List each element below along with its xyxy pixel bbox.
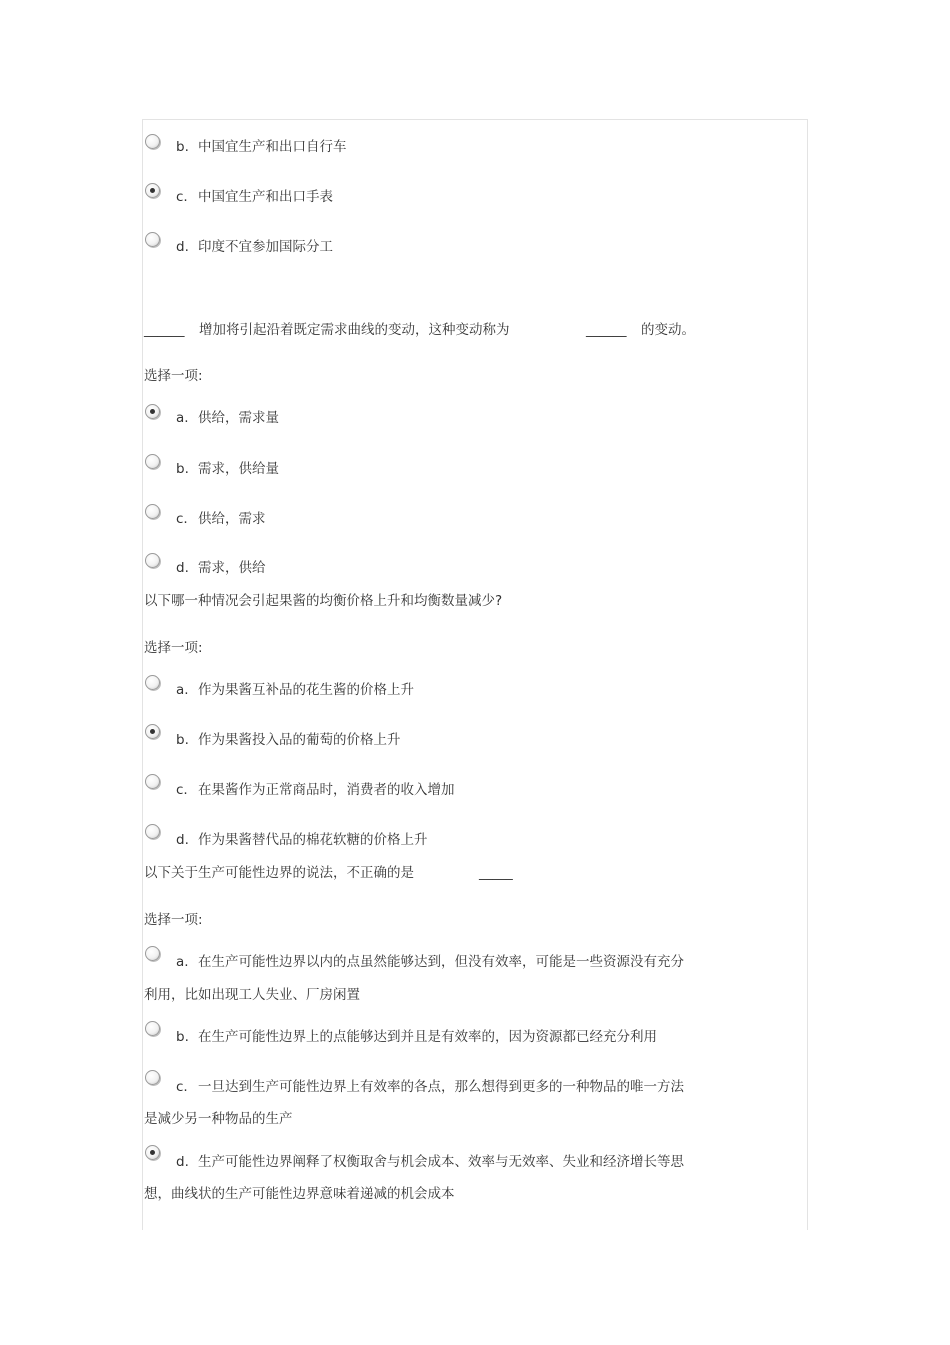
option-text: 作为果酱投入品的葡萄的价格上升 bbox=[198, 732, 401, 748]
option-letter: a. bbox=[176, 954, 189, 970]
option-letter: b. bbox=[176, 732, 189, 748]
option-letter: b. bbox=[176, 461, 189, 477]
question-stem: 增加将引起沿着既定需求曲线的变动，这种变动称为 bbox=[199, 322, 510, 338]
option-text-line2: 是减少另一种物品的生产 bbox=[144, 1111, 293, 1127]
option-letter: d. bbox=[176, 560, 189, 576]
option-text: 供给，需求量 bbox=[198, 410, 279, 426]
option-d-radio[interactable] bbox=[145, 824, 160, 839]
quiz-panel bbox=[142, 119, 808, 1230]
option-a-radio[interactable] bbox=[145, 675, 160, 690]
option-letter: a. bbox=[176, 410, 189, 426]
option-letter: c. bbox=[176, 1079, 188, 1095]
choose-one-prompt: 选择一项: bbox=[144, 640, 203, 656]
option-text: 作为果酱替代品的棉花软糖的价格上升 bbox=[198, 832, 428, 848]
option-text-line1: 在生产可能性边界上的点能够达到并且是有效率的，因为资源都已经充分利用 bbox=[198, 1029, 657, 1045]
option-b-radio-selected[interactable] bbox=[145, 724, 160, 739]
option-text-line2: 利用，比如出现工人失业、厂房闲置 bbox=[144, 987, 360, 1003]
option-c-radio[interactable] bbox=[145, 504, 160, 519]
option-text: 供给，需求 bbox=[198, 511, 266, 527]
question-stem: 以下哪一种情况会引起果酱的均衡价格上升和均衡数量减少? bbox=[144, 593, 503, 609]
option-c-radio-selected[interactable] bbox=[145, 183, 160, 198]
stem-blank: _____ bbox=[479, 865, 513, 881]
option-letter: b. bbox=[176, 1029, 189, 1045]
option-text-line1: 在生产可能性边界以内的点虽然能够达到，但没有效率，可能是一些资源没有充分 bbox=[198, 954, 684, 970]
option-letter: c. bbox=[176, 782, 188, 798]
question-stem-end: 的变动。 bbox=[641, 322, 695, 338]
option-b-radio[interactable] bbox=[145, 134, 160, 149]
option-c-radio[interactable] bbox=[145, 1070, 160, 1085]
option-text-line1: 生产可能性边界阐释了权衡取舍与机会成本、效率与无效率、失业和经济增长等思 bbox=[198, 1154, 684, 1170]
stem-blank: ______ bbox=[144, 322, 185, 338]
option-text: 中国宜生产和出口手表 bbox=[198, 189, 333, 205]
question-stem: 以下关于生产可能性边界的说法，不正确的是 bbox=[144, 865, 414, 881]
option-a-radio-selected[interactable] bbox=[145, 404, 160, 419]
option-text-line1: 一旦达到生产可能性边界上有效率的各点，那么想得到更多的一种物品的唯一方法 bbox=[198, 1079, 684, 1095]
option-letter: c. bbox=[176, 189, 188, 205]
option-text: 作为果酱互补品的花生酱的价格上升 bbox=[198, 682, 414, 698]
stem-blank: ______ bbox=[586, 322, 627, 338]
choose-one-prompt: 选择一项: bbox=[144, 368, 203, 384]
option-c-radio[interactable] bbox=[145, 774, 160, 789]
option-d-radio-selected[interactable] bbox=[145, 1145, 160, 1160]
option-letter: b. bbox=[176, 139, 189, 155]
option-d-radio[interactable] bbox=[145, 232, 160, 247]
option-text: 需求，供给 bbox=[198, 560, 266, 576]
choose-one-prompt: 选择一项: bbox=[144, 912, 203, 928]
option-d-radio[interactable] bbox=[145, 553, 160, 568]
option-text: 印度不宜参加国际分工 bbox=[198, 239, 333, 255]
option-text-line2: 想，曲线状的生产可能性边界意味着递减的机会成本 bbox=[144, 1186, 455, 1202]
option-a-radio[interactable] bbox=[145, 946, 160, 961]
option-text: 需求，供给量 bbox=[198, 461, 279, 477]
option-b-radio[interactable] bbox=[145, 454, 160, 469]
option-letter: a. bbox=[176, 682, 189, 698]
option-text: 中国宜生产和出口自行车 bbox=[198, 139, 347, 155]
option-letter: c. bbox=[176, 511, 188, 527]
option-b-radio[interactable] bbox=[145, 1021, 160, 1036]
option-letter: d. bbox=[176, 832, 189, 848]
option-letter: d. bbox=[176, 239, 189, 255]
option-text: 在果酱作为正常商品时，消费者的收入增加 bbox=[198, 782, 455, 798]
option-letter: d. bbox=[176, 1154, 189, 1170]
